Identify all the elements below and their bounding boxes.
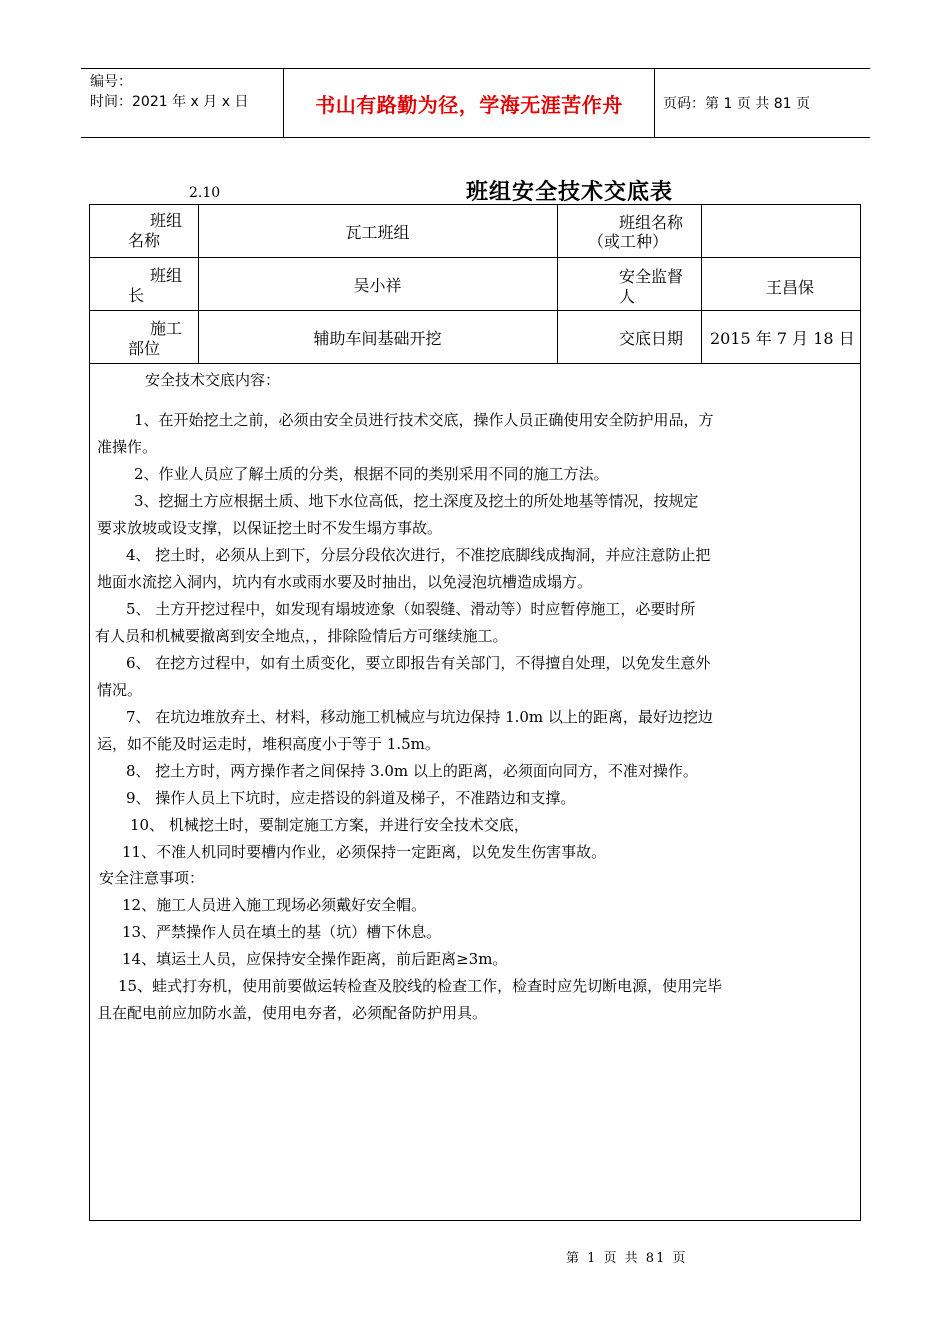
content-line: 3、挖掘土方应根据土质、地下水位高低，挖土深度及挖土的所处地基等情况，按规定 — [134, 492, 699, 510]
content-line: 7、 在坑边堆放弃土、材料，移动施工机械应与坑边保持 1.0m 以上的距离，最好边挖边 — [126, 708, 713, 726]
location-value: 辅助车间基础开挖 — [313, 328, 442, 348]
page-footer: 第 1 页 共 81 页 — [566, 1251, 688, 1266]
leader-label-line2: 长 — [128, 286, 145, 305]
content-line: 情况。 — [97, 681, 143, 699]
content-line: 且在配电前应加防水盖，使用电夯者，必须配备防护用具。 — [97, 1004, 488, 1022]
content-line: 5、 土方开挖过程中，如发现有塌坡迹象（如裂缝、滑动等）时应暂停施工，必要时所 — [126, 600, 696, 618]
team-name-value: 瓦工班组 — [345, 222, 410, 242]
content-line: 4、 挖土时，必须从上到下，分层分段依次进行，不准挖底脚线成掏洞，并应注意防止把 — [126, 546, 711, 564]
content-line: 11、不准人机同时要槽内作业，必须保持一定距离，以免发生伤害事故。 — [122, 843, 607, 861]
header-page-info: 页码：第 1 页 共 81 页 — [663, 96, 810, 112]
team-name-label-line1: 班组 — [150, 211, 183, 230]
supervisor-label-line2: 人 — [619, 287, 636, 306]
content-line: 10、 机械挖土时，要制定施工方案，并进行安全技术交底， — [130, 816, 529, 834]
document-time-label: 时间：2021 年 x 月 x 日 — [90, 94, 249, 110]
team-type-value — [701, 205, 860, 257]
content-line: 14、填运土人员，应保持安全操作距离，前后距离≥3m。 — [122, 950, 508, 968]
content-line: 1、在开始挖土之前，必须由安全员进行技术交底，操作人员正确使用安全防护用品，方 — [134, 411, 714, 429]
document-number-label: 编号： — [90, 74, 132, 90]
content-line: 6、 在挖方过程中，如有土质变化，要立即报告有关部门，不得擅自处理，以免发生意外 — [126, 654, 711, 672]
date-label: 交底日期 — [619, 328, 684, 348]
header-motto: 书山有路勤为径，学海无涯苦作舟 — [283, 69, 655, 137]
location-label-line1: 施工 — [150, 319, 183, 338]
leader-value: 吴小祥 — [353, 275, 402, 295]
header-meta — [81, 69, 283, 137]
location-label-line2: 部位 — [128, 339, 161, 358]
content-line: 地面水流挖入洞内，坑内有水或雨水要及时抽出，以免浸泡坑槽造成塌方。 — [97, 573, 593, 591]
content-line: 安全注意事项： — [99, 869, 205, 887]
content-line: 准操作。 — [97, 438, 158, 456]
content-line: 2、作业人员应了解土质的分类，根据不同的类别采用不同的施工方法。 — [134, 465, 609, 483]
content-line: 13、严禁操作人员在填土的基（坑）槽下休息。 — [122, 923, 442, 941]
leader-label-line1: 班组 — [150, 266, 183, 285]
content-line: 12、施工人员进入施工现场必须戴好安全帽。 — [122, 896, 427, 914]
supervisor-label-line1: 安全监督 — [619, 267, 684, 286]
document-title: 班组安全技术交底表 — [466, 180, 674, 205]
content-heading: 安全技术交底内容： — [145, 371, 281, 389]
team-type-label-line1: 班组名称 — [619, 213, 684, 232]
team-type-label-line2: （或工种） — [588, 232, 669, 251]
content-line: 9、 操作人员上下坑时，应走搭设的斜道及梯子，不准踏边和支撑。 — [126, 789, 576, 807]
section-number: 2.10 — [189, 185, 221, 201]
supervisor-value: 王昌保 — [765, 277, 814, 297]
content-line: 15、蛙式打夯机，使用前要做运转检查及胶线的检查工作，检查时应先切断电源，使用完毕 — [118, 977, 723, 995]
date-value: 2015 年 7 月 18 日 — [710, 328, 855, 348]
team-name-label-line2: 名称 — [128, 231, 161, 250]
content-line: 有人员和机械要撤离到安全地点，，排除险情后方可继续施工。 — [95, 627, 508, 645]
content-line: 运，如不能及时运走时，堆积高度小于等于 1.5m。 — [97, 735, 440, 753]
content-line: 8、 挖土方时，两方操作者之间保持 3.0m 以上的距离，必须面向同方，不准对操作。 — [126, 762, 698, 780]
briefing-table — [89, 204, 861, 1221]
page-header — [81, 68, 870, 138]
row-divider — [90, 363, 860, 364]
content-line: 要求放坡或设支撑，以保证挖土时不发生塌方事故。 — [97, 519, 443, 537]
